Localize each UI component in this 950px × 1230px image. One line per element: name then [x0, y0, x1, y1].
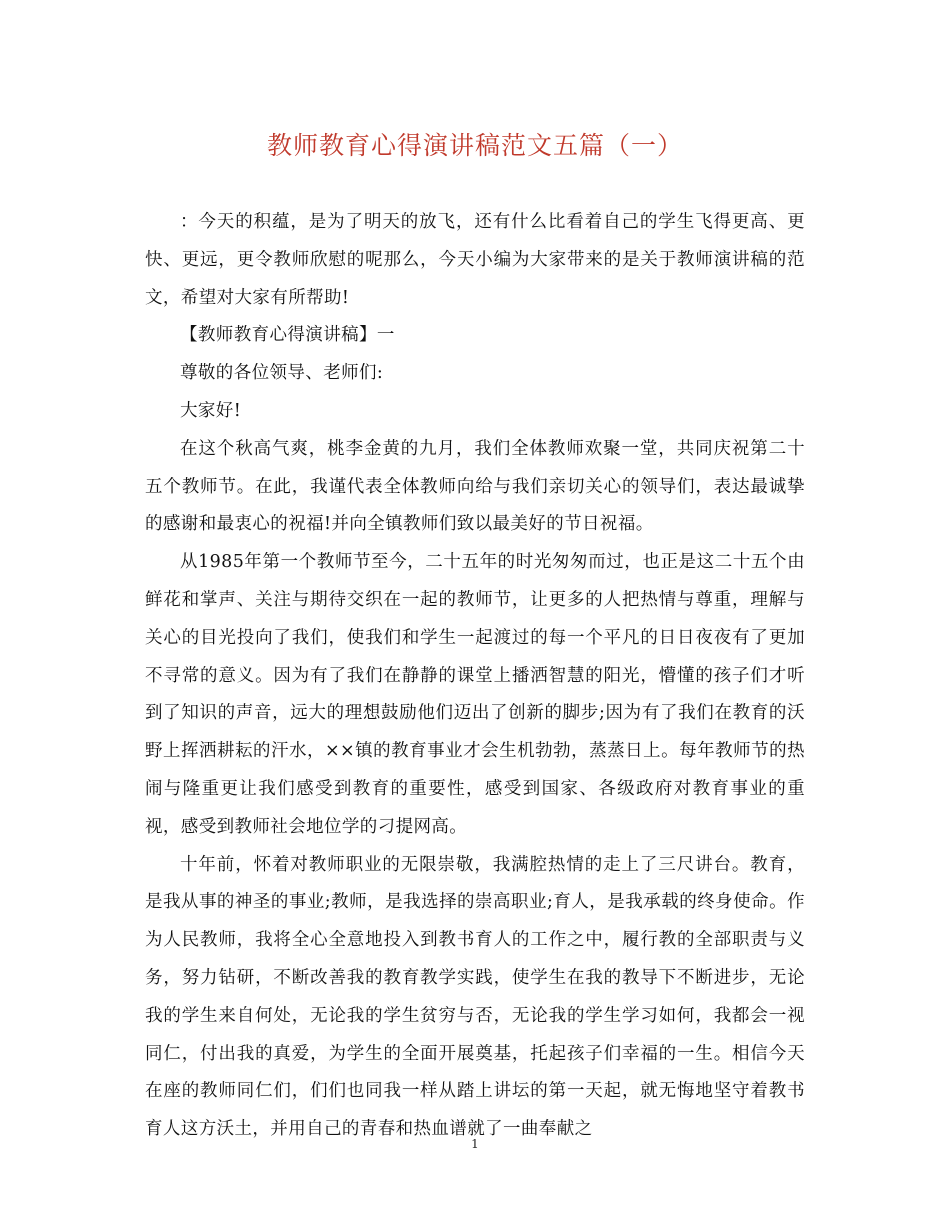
body-paragraph-3: 十年前，怀着对教师职业的无限崇敬，我满腔热情的走上了三尺讲台。教育，是我从事的神圣的事业;教师，是我选择的崇高职业;育人，是我承载的终身使命。作为人民教师，我将全心全意地投入到教书育人的工作之中，履行教的全部职责与义务，努力钻研，不断改善我的教育教学实践，使学生在我的教导下不断进步，无论我的学生来自何处，无论我的学生贫穷与否，无论我的学生学习如何，我都会一视同仁，付出我的真爱，为学生的全面开展奠基，托起孩子们幸福的一生。相信今天在座的教师同仁们，们们也同我一样从踏上讲坛的第一天起，就无悔地坚守着教书育人这方沃土，并用自己的青春和热血谱就了一曲奉献之 [145, 854, 805, 1140]
body-paragraph-1: 在这个秋高气爽，桃李金黄的九月，我们全体教师欢聚一堂，共同庆祝第二十五个教师节。在此，我谨代表全体教师向给与我们亲切关心的领导们，表达最诚挚的感谢和最衷心的祝福!并向全镇教师们致以最美好的节日祝福。 [145, 438, 805, 535]
page-number: 1 [471, 1137, 479, 1151]
salutation: 尊敬的各位领导、老师们: [180, 363, 384, 384]
document-body [145, 204, 805, 1149]
document-title: 教师教育心得演讲稿范文五篇（一） [266, 131, 683, 160]
body-paragraph-2: 从1985年第一个教师节至今，二十五年的时光匆匆而过，也正是这二十五个由鲜花和掌声、关注与期待交织在一起的教师节，让更多的人把热情与尊重，理解与关心的目光投向了我们，使我们和学生一起渡过的每一个平凡的日日夜夜有了更加不寻常的意义。因为有了我们在静静的课堂上播洒智慧的阳光，懵懂的孩子们才听到了知识的声音，远大的理想鼓励他们迈出了创新的脚步;因为有了我们在教育的沃野上挥洒耕耘的汗水，××镇的教育事业才会生机勃勃，蒸蒸日上。每年教师节的热闹与隆重更让我们感受到教育的重要性，感受到国家、各级政府对教育事业的重视，感受到教师社会地位学的刁提网高。 [145, 552, 805, 837]
greeting: 大家好! [180, 400, 242, 421]
section-heading: 【教师教育心得演讲稿】一 [180, 325, 395, 346]
intro-paragraph: ：今天的积蕴，是为了明天的放飞，还有什么比看着自己的学生飞得更高、更快、更远，更令教师欣慰的呢那么，今天小编为大家带来的是关于教师演讲稿的范文，希望对大家有所帮助! [145, 212, 805, 308]
